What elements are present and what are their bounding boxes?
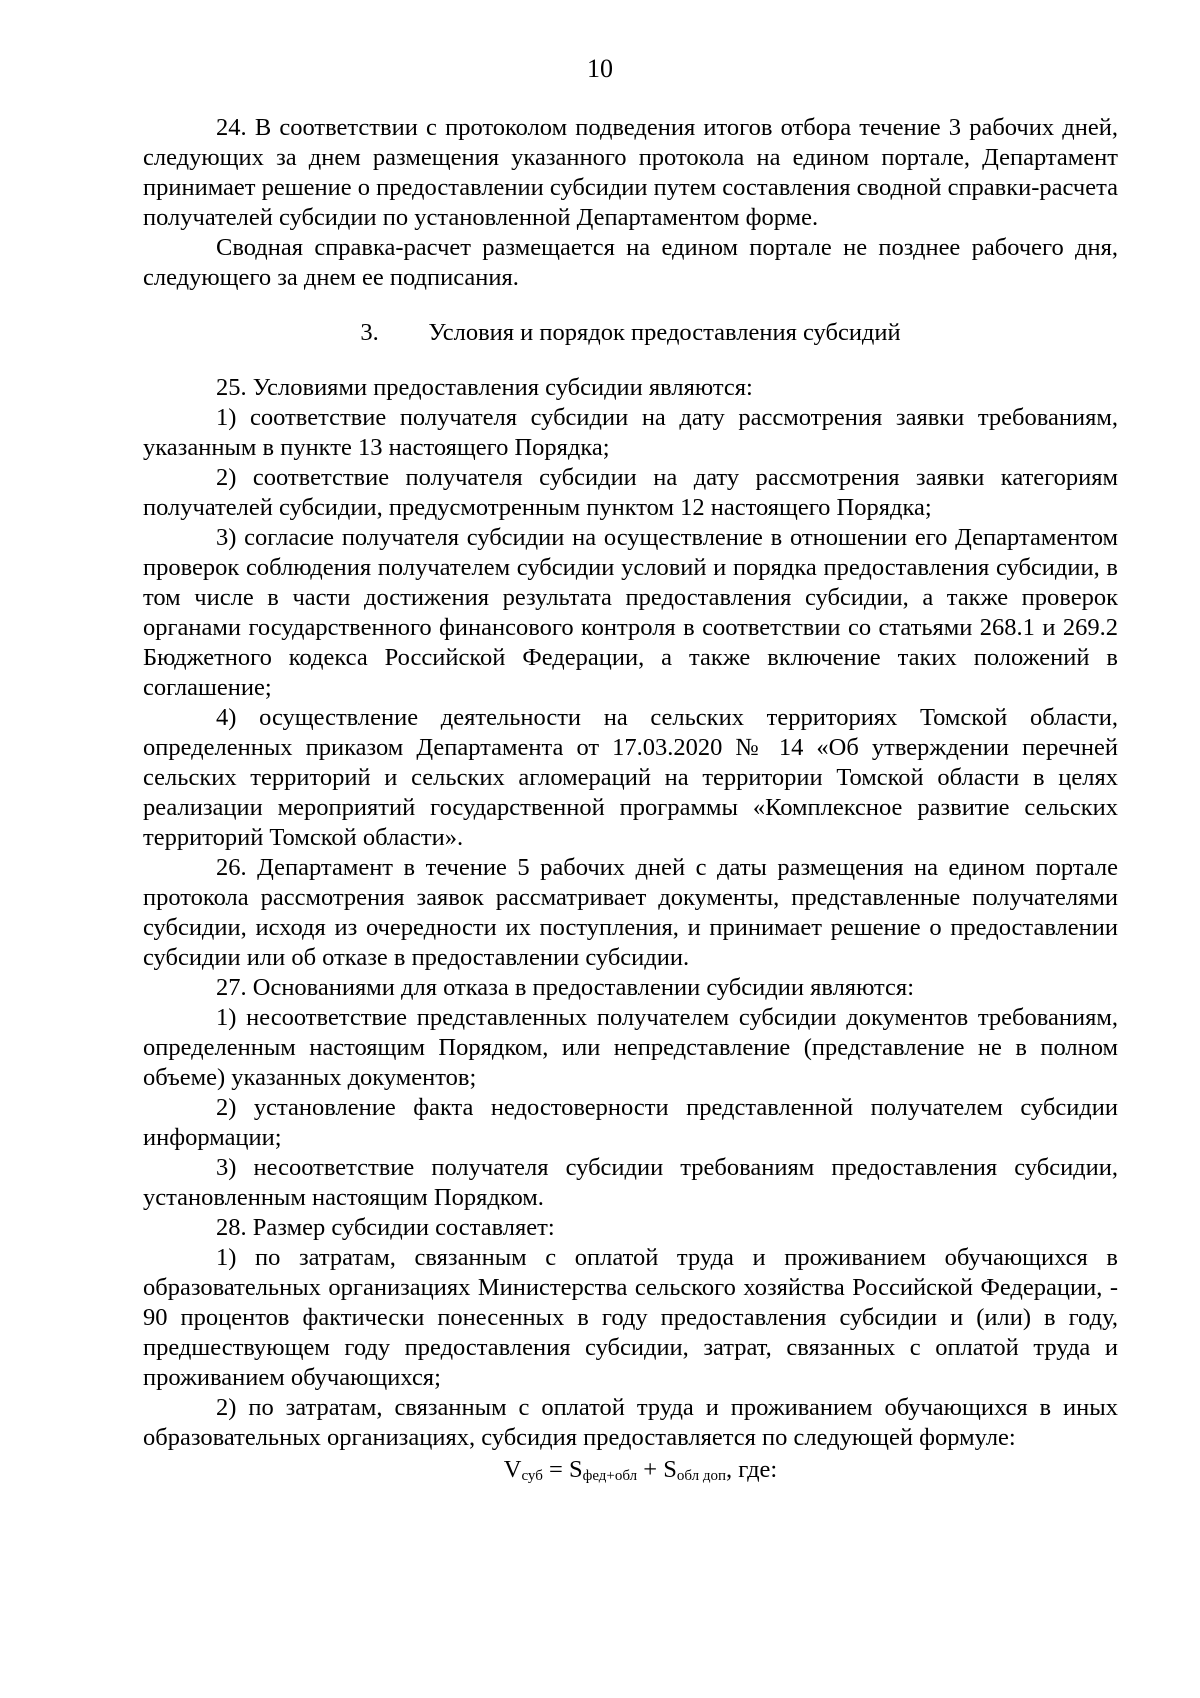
paragraph-27-item-1: 1) несоответствие представленных получателем субсидии документов требованиям, определенным настоящим Порядком, или непредставление (представление не в полном объеме) указанных документов; [143,1004,1118,1091]
formula-s1: S [568,1456,583,1483]
paragraph-26: 26. Департамент в течение 5 рабочих дней с даты размещения на едином портале протокола рассмотрения заявок рассматривает документы, представленные получателями субсидии, исходя из очередности их поступления, и принимает решение о предоставлении субсидии или об отказе в предоставлении субсидии. [143,854,1118,971]
paragraph-25-item-1: 1) соответствие получателя субсидии на дату рассмотрения заявки требованиям, указанным в пункте 13 настоящего Порядка; [143,404,1118,461]
paragraph-25-item-3: 3) согласие получателя субсидии на осуществление в отношении его Департаментом проверок соблюдения получателем субсидии условий и порядка предоставления субсидии, в том числе в части достижения результата предоставления субсидии, а также проверок органами государственного финансового контроля в соответствии со статьями 268.1 и 269.2 Бюджетного кодекса Российской Федерации, а также включение таких положений в соглашение; [143,524,1118,701]
formula-s2-subscript: обл доп [676,1468,726,1484]
paragraph-28: 28. Размер субсидии составляет: [216,1214,555,1241]
formula-tail: , где: [725,1456,778,1483]
paragraph-28-item-2: 2) по затратам, связанным с оплатой труда и проживанием обучающихся в иных образовательных организациях, субсидия предоставляется по следующей формуле: [143,1394,1118,1451]
paragraph-25: 25. Условиями предоставления субсидии являются: [216,374,753,401]
formula-plus: + [637,1456,664,1483]
section-number: 3. [360,319,379,346]
formula-s2: S [663,1456,677,1483]
formula-equals: = [542,1456,569,1483]
section-heading [143,318,1118,348]
paragraph-27-item-3: 3) несоответствие получателя субсидии требованиям предоставления субсидии, установленным настоящим Порядком. [143,1154,1118,1211]
paragraph-25-item-2: 2) соответствие получателя субсидии на дату рассмотрения заявки категориям получателей субсидии, предусмотренным пунктом 12 настоящего Порядка; [143,464,1118,521]
paragraph-28-item-1: 1) по затратам, связанным с оплатой труда и проживанием обучающихся в образовательных организациях Министерства сельского хозяйства Российской Федерации, - 90 процентов фактически понесенных в году предоставления субсидии и (или) в году, предшествующем году предоставления субсидии, затрат, связанных с оплатой труда и проживанием обучающихся; [143,1244,1118,1391]
formula-s1-subscript: фед+обл [582,1468,638,1484]
paragraph-27: 27. Основаниями для отказа в предоставлении субсидии являются: [216,974,915,1001]
page-number: 10 [587,54,613,83]
formula-v: V [503,1456,522,1483]
paragraph-summary-placement: Сводная справка-расчет размещается на едином портале не позднее рабочего дня, следующего за днем ее подписания. [143,234,1118,291]
document-body [143,113,1118,1491]
section-title: Условия и порядок предоставления субсидий [428,319,901,346]
paragraph-25-item-4: 4) осуществление деятельности на сельских территориях Томской области, определенных приказом Департамента от 17.03.2020 № 14 «Об утверждении перечней сельских территорий и сельских агломераций на территории Томской области в целях реализации мероприятий государственной программы «Комплексное развитие сельских территорий Томской области». [143,704,1118,851]
paragraph-27-item-2: 2) установление факта недостоверности представленной получателем субсидии информации; [143,1094,1118,1151]
subsidy-formula [143,1455,1118,1491]
formula-v-subscript: суб [521,1468,543,1484]
paragraph-24: 24. В соответствии с протоколом подведения итогов отбора течение 3 рабочих дней, следующих за днем размещения указанного протокола на едином портале, Департамент принимает решение о предоставлении субсидии путем составления сводной справки-расчета получателей субсидии по установленной Департаментом форме. [143,114,1118,231]
